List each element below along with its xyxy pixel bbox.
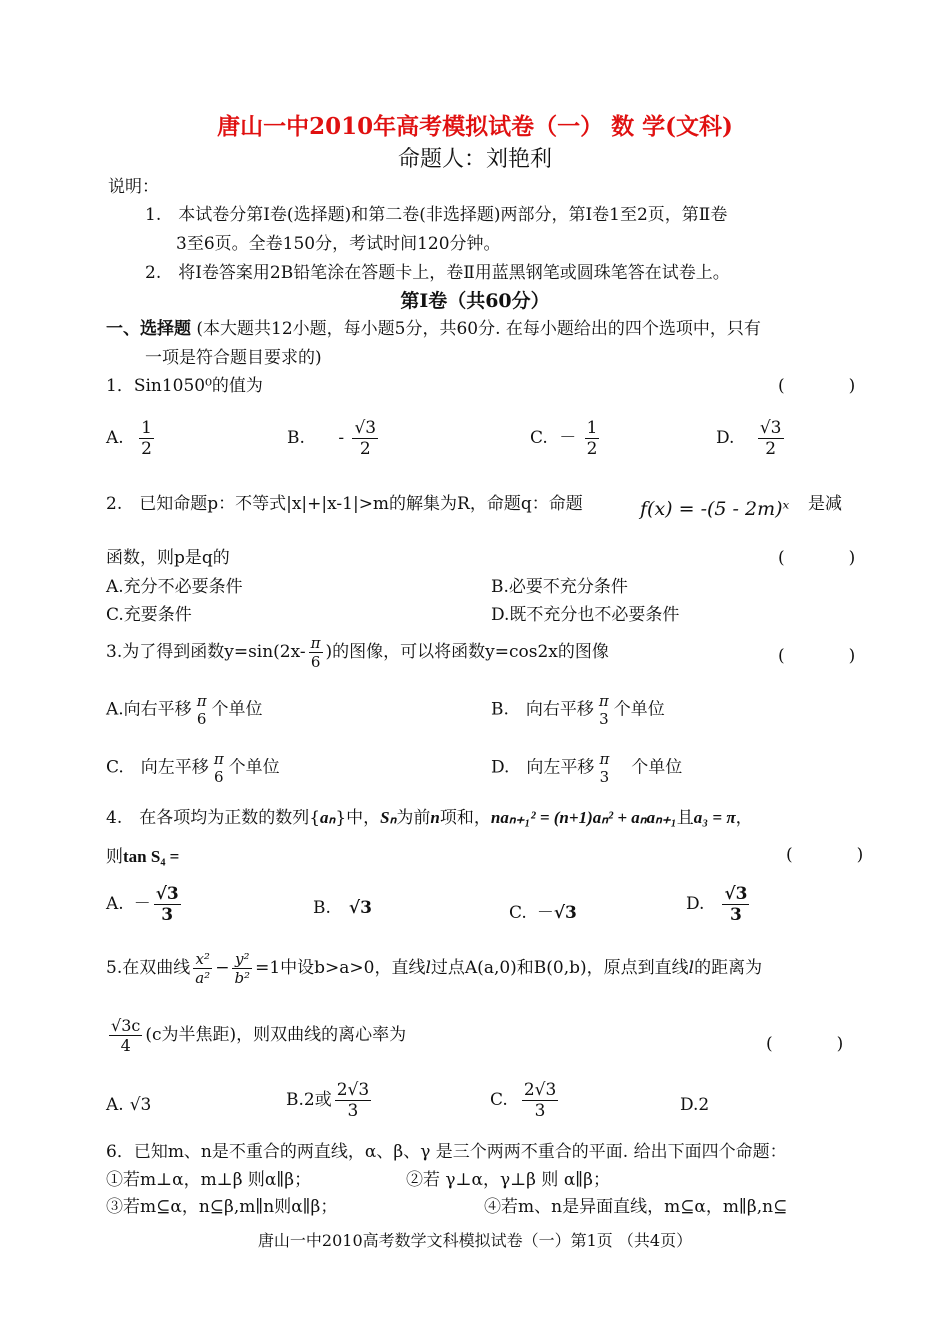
notes-label: 说明：: [108, 177, 159, 197]
q2-option-a: A.充分不必要条件: [106, 577, 243, 597]
q6-proposition-3: ③若m⊆α，n⊆β,m∥n则α∥β；: [106, 1197, 338, 1217]
q4-option-b: B. √3: [313, 898, 372, 918]
q5-stem: 5.在双曲线 $\frac{\text{x²}}{\text{a²}}$ − $\frac{\text{y²}}{\text{b²}}$ =1中设b>a>0，直线l过点A(a,0)和B(0,b)，原点到直线l的距离为: [106, 950, 763, 987]
q3-option-d: D. 向左平移 π 3 个单位: [491, 750, 683, 786]
q2-answer-paren: ( ): [778, 548, 866, 568]
q2-stem-end: 是减: [808, 494, 842, 514]
q1-option-c: C. － $\frac{1}{2}$: [530, 418, 598, 459]
q6-proposition-4: ④若m、n是异面直线，m⊆α，m∥β,n⊆: [484, 1197, 788, 1217]
note-item-1: 1. 本试卷分第Ⅰ卷(选择题)和第二卷(非选择题)两部分，第Ⅰ卷1至2页，第Ⅱ卷: [145, 205, 728, 225]
q4-option-d: D. $\frac{√3}{3}$: [686, 884, 748, 925]
q1-option-a: A. $\frac{1}{2}$: [106, 418, 152, 459]
note-item-1-cont: 3至6页。全卷150分，考试时间120分钟。: [176, 234, 501, 254]
q2-stem: 2. 已知命题p：不等式|x|+|x-1|>m的解集为R，命题q：命题: [106, 494, 583, 514]
q5-option-b: B.2或 $\frac{2√3}{3}$: [286, 1080, 370, 1121]
exam-title: 唐山一中2010年高考模拟试卷（一） 数 学(文科): [217, 113, 733, 140]
page-footer: 唐山一中2010高考数学文科模拟试卷（一）第1页 （共4页）: [257, 1231, 693, 1250]
q2-option-c: C.充要条件: [106, 605, 192, 625]
q2-formula: f(x) = -(5 - 2m)ˣ: [640, 498, 790, 520]
q5-option-c: C. $\frac{2√3}{3}$: [490, 1080, 557, 1121]
q5-option-a: A. √3: [106, 1095, 152, 1115]
q4-stem-cont: 则tan S₄ =: [106, 847, 180, 867]
q1-answer-paren: ( ): [778, 376, 866, 396]
part-description: (本大题共12小题，每小题5分，共60分. 在每小题给出的四个选项中，只有: [196, 319, 761, 339]
part-description-cont: 一项是符合题目要求的): [145, 348, 322, 368]
section-heading: 第Ⅰ卷（共60分）: [400, 290, 550, 312]
q1-option-b: B. - $\frac{√3}{2}$: [287, 418, 377, 459]
q2-stem-cont: 函数，则p是q的: [106, 548, 230, 568]
q3-option-a: A.向右平移 π 6 个单位: [106, 692, 263, 728]
q3-option-c: C. 向左平移 π 6 个单位: [106, 750, 280, 786]
q4-option-c: C. －√3: [509, 903, 577, 923]
q3-option-b: B. 向右平移 π 3 个单位: [491, 692, 665, 728]
note-item-2: 2. 将Ⅰ卷答案用2B铅笔涂在答题卡上，卷Ⅱ用蓝黑钢笔或圆珠笔答在试卷上。: [145, 263, 730, 283]
q4-option-a: A. － $\frac{√3}{3}$: [106, 884, 179, 925]
exam-author: 命题人：刘艳利: [397, 147, 552, 172]
q3-stem: 3.为了得到函数y=sin(2x- $\frac{\pi}{6}$ )的图像，可以将函数y=cos2x的图像: [106, 634, 609, 671]
q3-answer-paren: ( ): [778, 646, 866, 666]
part-label: 一、选择题: [106, 319, 191, 339]
q6-proposition-2: ②若 γ⊥α，γ⊥β 则 α∥β；: [406, 1170, 610, 1190]
q2-option-b: B.必要不充分条件: [491, 577, 628, 597]
q5-option-d: D.2: [680, 1095, 710, 1115]
q6-stem: 6．已知m、n是不重合的两直线，α、β、γ 是三个两两不重合的平面. 给出下面四个命题：: [106, 1142, 787, 1162]
q5-answer-paren: ( ): [766, 1034, 854, 1054]
q4-answer-paren: ( ): [786, 845, 874, 865]
q2-option-d: D.既不充分也不必要条件: [491, 605, 680, 625]
q4-stem: 4. 在各项均为正数的数列{aₙ}中，Sₙ为前n项和，naₙ₊₁² = (n+1)aₙ² + aₙaₙ₊₁且a₃ = π，: [106, 808, 753, 828]
q6-proposition-1: ①若m⊥α，m⊥β 则α∥β；: [106, 1170, 312, 1190]
q1-stem: 1．Sin1050⁰的值为: [106, 376, 263, 396]
q1-option-d: D. $\frac{√3}{2}$: [716, 418, 782, 459]
q5-stem-cont: $\frac{√3c}{4}$ (c为半焦距)，则双曲线的离心率为: [111, 1016, 407, 1055]
